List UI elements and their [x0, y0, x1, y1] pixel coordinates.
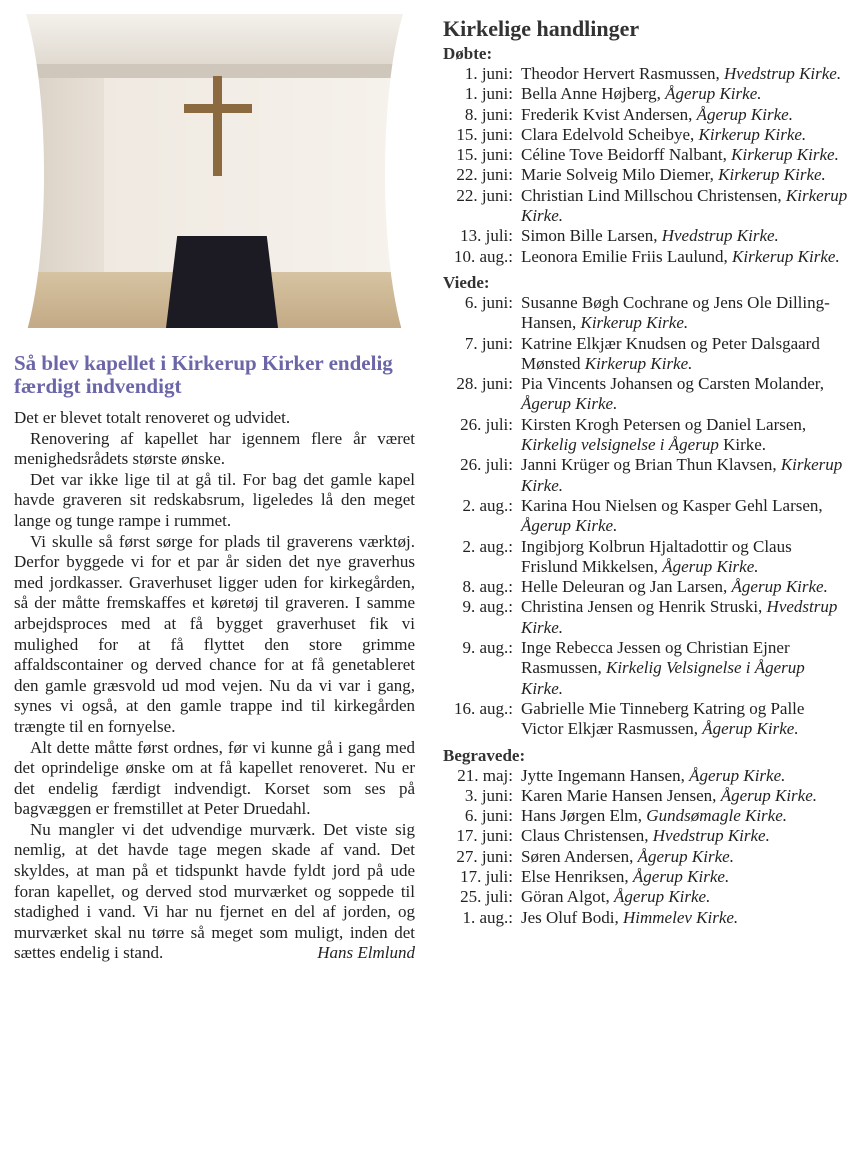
- entry-church: Hvedstrup Kirke.: [724, 64, 842, 83]
- article-paragraph: [14, 820, 415, 964]
- entry-date: 1. juni:: [464, 64, 513, 83]
- entry-date: 1. aug.:: [462, 907, 513, 927]
- altar: [166, 236, 278, 328]
- entry-date: 27. juni:: [456, 846, 513, 866]
- record-section: [443, 273, 848, 740]
- record-entry: [443, 186, 848, 227]
- entry-text: [521, 786, 848, 806]
- entry-text: [521, 105, 848, 125]
- entry-text: [521, 125, 848, 145]
- article-paragraph: Det var ikke lige til at gå til. For bag det gamle kapel havde graveren sit redskabsrum, ligeledes lå den meget lange og tunge rampe i rummet.: [14, 469, 415, 530]
- cross-icon-arm: [184, 104, 252, 113]
- record-entry: [443, 766, 848, 786]
- entry-name: Ingibjorg Kolbrun Hjaltadottir og Claus Frislund Mikkelsen,: [521, 536, 792, 576]
- entry-date: 17. juni:: [456, 826, 513, 846]
- record-entry: [443, 247, 848, 267]
- entry-church: Ågerup Kirke.: [689, 765, 786, 785]
- record-entry: [443, 455, 848, 496]
- entry-date: 9. aug.:: [462, 597, 513, 617]
- entry-church: Ågerup Kirke.: [632, 866, 730, 886]
- entry-date: 6. juni:: [464, 806, 513, 826]
- article: [14, 352, 415, 964]
- article-paragraph: Alt dette måtte først ordnes, før vi kunne gå i gang med det oprindelige ønske om at få kapellet renoveret. Nu er det endelig færdigt indvendigt. Korset som ses på bagvæggen er fremstillet at Peter Druedahl.: [14, 737, 415, 819]
- entry-text: [521, 847, 848, 867]
- entry-text: [521, 145, 848, 165]
- record-entry: [443, 125, 848, 145]
- entry-text: [521, 887, 848, 907]
- entry-date: 1. juni:: [464, 84, 513, 104]
- entry-name: Janni Krüger og Brian Thun Klavsen,: [521, 455, 777, 475]
- entry-name: Bella Anne Højberg,: [521, 84, 661, 104]
- entry-name: Jytte Ingemann Hansen,: [521, 765, 685, 785]
- entry-text: [521, 766, 848, 786]
- record-entry: [443, 334, 848, 375]
- entry-text: [521, 597, 848, 638]
- entry-church: Kirkelig Velsignelse i Ågerup Kirke.: [521, 658, 805, 698]
- entry-name: Helle Deleuran og Jan Larsen,: [521, 577, 728, 597]
- article-paragraph-text: Nu mangler vi det udvendige murværk. Det viste sig nemlig, at det havde tage megen skade af vand. Det skyldes, at man på et tidspunkt havde fyldt jord på ude foran kapellet, og derved stod murværket og soppede til stadighed i vand. Vi har nu fjernet en del af jorden, og murværket skal nu tørre så meget som muligt, inden det sættes endelig i stand.: [14, 819, 415, 963]
- entry-date: 9. aug.:: [462, 638, 513, 658]
- entry-date: 2. aug.:: [462, 536, 513, 556]
- entry-church: Kirkerup Kirke.: [521, 185, 848, 226]
- record-section: [443, 746, 848, 928]
- article-paragraph: Vi skulle så først sørge for plads til graverens værktøj. Derfor byggede vi for et par år siden det nye graverhus med jordkasser. Graverhuset ligger uden for kirkegården, så der måtte fremskaffes et køretøj til graveren. I samme arbejdsproces med at få bygget graverhuset fik vi mulighed for at få flyttet den store grimme affaldscontainer og derved chance for at få genetableret den gamle græsvold ud mod vejen. Nu da vi var i gang, synes vi også, at den gamle trappe ind til kirkegården trængte til en fornyelse.: [14, 531, 415, 736]
- entry-church: Hvedstrup Kirke.: [521, 597, 838, 637]
- entry-date: 26. juli:: [460, 455, 513, 475]
- entry-church: Kirkerup Kirke.: [580, 313, 689, 333]
- entry-church: Hvedstrup Kirke.: [661, 226, 779, 246]
- entry-date: 7. juni:: [464, 333, 513, 353]
- entry-church: Kirkerup Kirke.: [718, 165, 826, 185]
- entry-tail: Kirke.: [723, 435, 767, 455]
- chapel-photo: [14, 14, 415, 328]
- entry-name: Karina Hou Nielsen og Kasper Gehl Larsen,: [521, 495, 823, 515]
- entry-date: 22. juni:: [456, 165, 513, 185]
- entry-date: 2. aug.:: [462, 495, 513, 515]
- record-entry: [443, 64, 848, 84]
- record-entry: [443, 84, 848, 104]
- section-title: Kirkelige handlinger: [443, 16, 640, 41]
- record-entry: [443, 806, 848, 826]
- kirkelige-handlinger: [443, 16, 848, 934]
- entry-name: Susanne Bøgh Cochrane og Jens Ole Dilling-Hansen,: [521, 292, 830, 333]
- entry-text: [521, 226, 848, 246]
- entry-date: 8. juni:: [464, 104, 513, 124]
- entry-church: Kirkerup Kirke.: [698, 124, 807, 144]
- entry-text: [521, 826, 848, 846]
- entry-church: Ågerup Kirke.: [731, 577, 828, 597]
- record-entry: [443, 786, 848, 806]
- record-entry: [443, 293, 848, 334]
- entry-date: 28. juni:: [456, 374, 513, 394]
- entry-church: Ågerup Kirke.: [521, 394, 618, 414]
- entry-name: Inge Rebecca Jessen og Christian Ejner Rasmussen,: [521, 638, 790, 678]
- entry-text: [521, 577, 848, 597]
- record-entry: [443, 537, 848, 578]
- entry-name: Christina Jensen og Henrik Struski,: [521, 597, 763, 617]
- entry-text: [521, 699, 848, 740]
- entry-text: [521, 867, 848, 887]
- entry-date: 15. juni:: [456, 124, 513, 144]
- cross-icon: [213, 76, 222, 176]
- entry-text: [521, 455, 848, 496]
- entry-church: Ågerup Kirke.: [702, 719, 799, 739]
- article-paragraph: Renovering af kapellet har igennem flere år været menighedsrådets største ønske.: [14, 428, 415, 469]
- entry-name: Leonora Emilie Friis Laulund,: [521, 246, 728, 266]
- entry-church: Ågerup Kirke.: [665, 84, 762, 104]
- entry-name: Pia Vincents Johansen og Carsten Molander,: [521, 374, 824, 394]
- entry-text: [521, 84, 848, 104]
- entry-name: Søren Andersen,: [521, 846, 634, 866]
- entry-date: 17. juli:: [460, 866, 513, 886]
- entry-date: 10. aug.:: [453, 246, 513, 266]
- entry-text: [521, 415, 848, 456]
- record-entry: [443, 908, 848, 928]
- entry-text: [521, 293, 848, 334]
- record-entry: [443, 105, 848, 125]
- entry-church: Ågerup Kirke.: [637, 846, 734, 866]
- entry-name: Clara Edelvold Scheibye,: [521, 124, 695, 144]
- record-heading: Døbte:: [443, 44, 493, 63]
- entry-church: Ågerup Kirke.: [614, 887, 711, 907]
- entry-date: 16. aug.:: [453, 698, 513, 718]
- record-entry: [443, 577, 848, 597]
- entry-church: Ågerup Kirke.: [696, 104, 793, 124]
- entry-church: Ågerup Kirke.: [521, 516, 618, 536]
- entry-church: Kirkerup Kirke.: [731, 145, 839, 165]
- entry-text: [521, 64, 848, 84]
- entry-name: Claus Christensen,: [521, 826, 649, 846]
- entry-name: Céline Tove Beidorff Nalbant,: [521, 145, 727, 165]
- entry-name: Theodor Hervert Rasmussen,: [521, 64, 720, 83]
- record-entry: [443, 597, 848, 638]
- entry-name: Frederik Kvist Andersen,: [521, 104, 693, 124]
- entry-church: Kirkerup Kirke.: [584, 353, 693, 373]
- record-entry: [443, 826, 848, 846]
- entry-name: Katrine Elkjær Knudsen og Peter Dalsgaard Mønsted: [521, 333, 820, 373]
- entry-text: [521, 334, 848, 375]
- record-sections: [443, 44, 848, 928]
- entry-name: Karen Marie Hansen Jensen,: [521, 785, 717, 805]
- entry-text: [521, 186, 848, 227]
- entry-date: 25. juli:: [460, 887, 513, 907]
- record-entry: [443, 867, 848, 887]
- article-paragraph: Det er blevet totalt renoveret og udvidet.: [14, 408, 291, 427]
- entry-date: 22. juni:: [456, 185, 513, 205]
- entry-name: Marie Solveig Milo Diemer,: [521, 165, 714, 185]
- entry-church: Ågerup Kirke.: [720, 785, 818, 805]
- article-title: Så blev kapellet i Kirkerup Kirker endelig færdigt indvendigt: [14, 351, 393, 398]
- record-heading: Begravede:: [443, 745, 526, 765]
- entry-name: Jes Oluf Bodi,: [521, 907, 619, 927]
- entry-text: [521, 496, 848, 537]
- record-entry: [443, 699, 848, 740]
- entry-name: Simon Bille Larsen,: [521, 226, 658, 246]
- entry-text: [521, 908, 848, 928]
- entry-name: Christian Lind Millschou Christensen,: [521, 185, 782, 205]
- entry-date: 6. juni:: [464, 292, 513, 312]
- entry-church: Kirkerup Kirke.: [521, 455, 843, 495]
- entry-date: 3. juni:: [464, 785, 513, 805]
- record-entry: [443, 165, 848, 185]
- entry-text: [521, 806, 848, 826]
- record-heading: Viede:: [443, 272, 490, 292]
- entry-name: Kirsten Krogh Petersen og Daniel Larsen,: [521, 414, 807, 434]
- entry-church: Hvedstrup Kirke.: [652, 826, 770, 846]
- record-entry: [443, 847, 848, 867]
- entry-text: [521, 374, 848, 415]
- record-entry: [443, 415, 848, 456]
- entry-text: [521, 537, 848, 578]
- entry-date: 15. juni:: [456, 145, 513, 165]
- entry-text: [521, 165, 848, 185]
- entry-date: 8. aug.:: [462, 577, 513, 597]
- record-entry: [443, 496, 848, 537]
- record-entry: [443, 887, 848, 907]
- entry-date: 26. juli:: [460, 414, 513, 434]
- author-signature: Hans Elmlund: [317, 943, 415, 963]
- entry-name: Göran Algot,: [521, 887, 610, 907]
- entry-church: Kirkerup Kirke.: [732, 246, 840, 266]
- entry-text: [521, 638, 848, 699]
- record-section: [443, 44, 848, 267]
- record-entry: [443, 145, 848, 165]
- entry-name: Hans Jørgen Elm,: [521, 806, 643, 826]
- entry-church: Kirkelig velsignelse i Ågerup: [521, 435, 719, 455]
- record-entry: [443, 638, 848, 699]
- entry-church: Himmelev Kirke.: [623, 907, 739, 927]
- entry-date: 13. juli:: [460, 226, 513, 246]
- record-entry: [443, 374, 848, 415]
- entry-name: Gabrielle Mie Tinneberg Katring og Palle Victor Elkjær Rasmussen,: [521, 698, 805, 739]
- entry-name: Else Henriksen,: [521, 866, 629, 886]
- entry-church: Ågerup Kirke.: [662, 556, 759, 576]
- record-entry: [443, 226, 848, 246]
- entry-church: Gundsømagle Kirke.: [646, 806, 788, 826]
- entry-text: [521, 247, 848, 267]
- entry-date: 21. maj:: [457, 765, 513, 785]
